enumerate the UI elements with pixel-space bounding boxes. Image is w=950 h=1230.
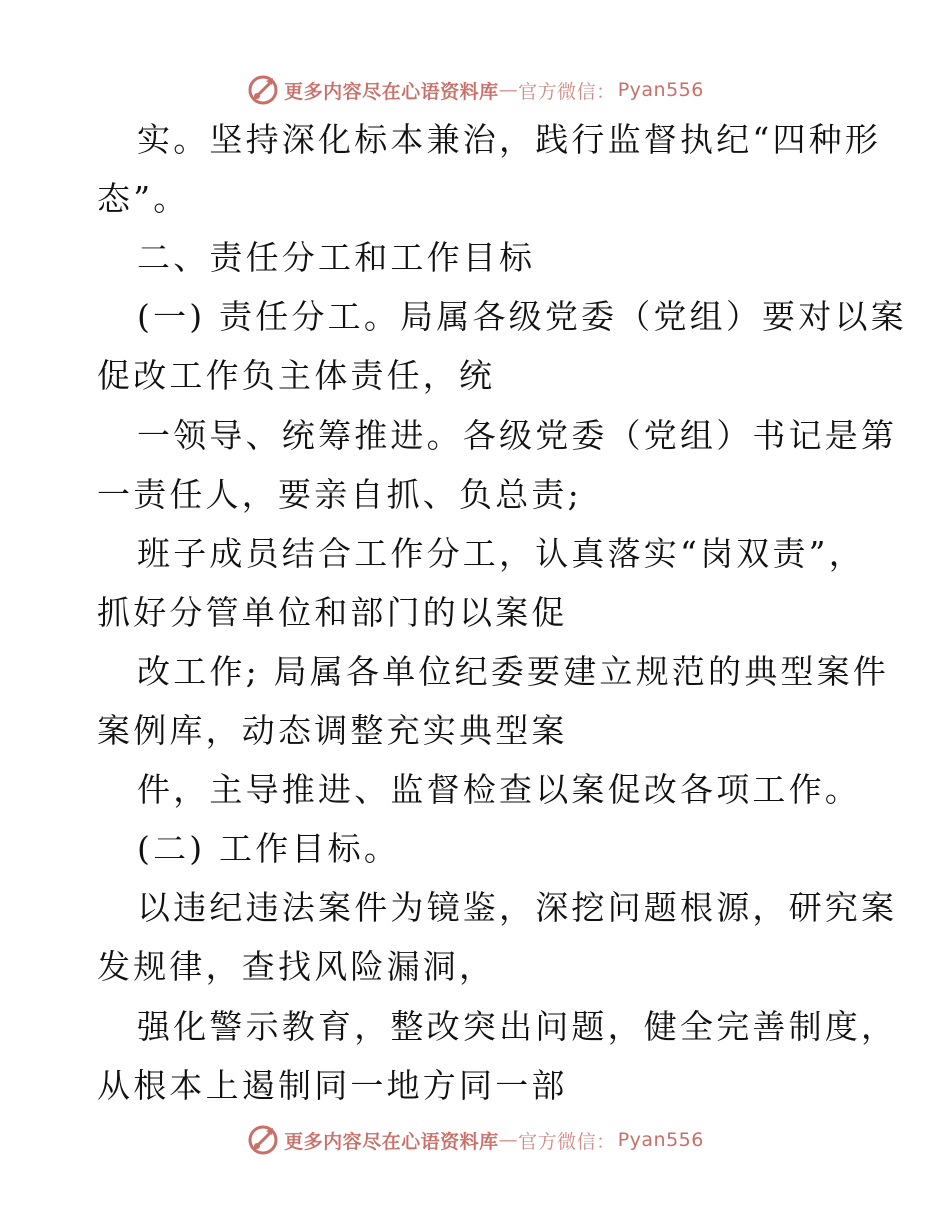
watermark-separator: — (498, 79, 519, 101)
body-line: 件，主导推进、监督检查以案促改各项工作。 (137, 770, 861, 809)
watermark-site: 更多内容尽在心语资料库 (284, 1130, 499, 1153)
watermark-label: 官方微信： (518, 1130, 616, 1153)
header-watermark (0, 70, 950, 110)
body-line: 班子成员结合工作分工，认真落实“岗双责”， (137, 534, 865, 573)
watermark-site: 更多内容尽在心语资料库 (284, 80, 499, 103)
body-line: 强化警示教育，整改突出问题，健全完善制度， (137, 1007, 898, 1046)
body-line: 一领导、统筹推进。各级党委（党组）书记是第 (137, 416, 898, 455)
watermark-id: Pyan556 (617, 79, 704, 101)
body-line: 态”。 (97, 179, 190, 218)
body-line: 从根本上遏制同一地方同一部 (97, 1066, 568, 1105)
body-line: 抓好分管单位和部门的以案促 (97, 593, 568, 632)
body-line: (二) 工作目标。 (137, 829, 401, 868)
watermark-separator: — (498, 1129, 519, 1151)
body-line: 改工作; 局属各单位纪委要建立规范的典型案件 (137, 652, 890, 691)
watermark-label: 官方微信： (518, 80, 616, 103)
brush-logo-icon (246, 73, 280, 107)
body-line: 以违纪违法案件为镜鉴，深挖问题根源，研究案 (137, 888, 898, 927)
body-line: 发规律，查找风险漏洞， (97, 947, 496, 986)
watermark-id: Pyan556 (617, 1129, 704, 1151)
brush-logo-icon (246, 1123, 280, 1157)
section-heading: 二、责任分工和工作目标 (137, 238, 536, 277)
body-line: (一) 责任分工。局属各级党委（党组）要对以案 (137, 297, 907, 336)
body-line: 一责任人，要亲自抓、负总责; (97, 475, 582, 514)
body-line: 促改工作负主体责任，统 (97, 356, 496, 395)
body-line: 案例库，动态调整充实典型案 (97, 711, 568, 750)
body-line: 实。坚持深化标本兼治，践行监督执纪“四种形 (137, 120, 882, 159)
footer-watermark (0, 1120, 950, 1160)
